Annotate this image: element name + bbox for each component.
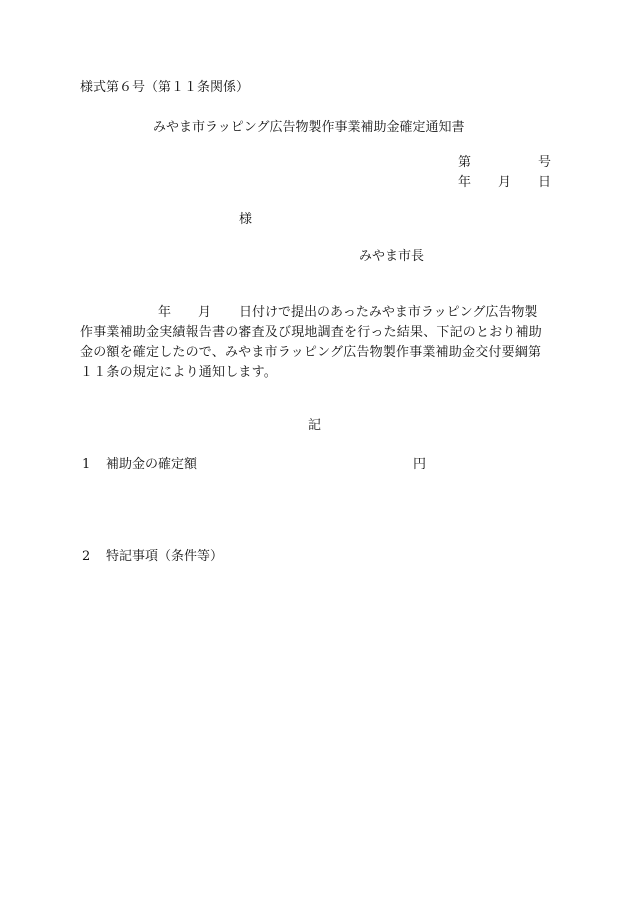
ki-heading: 記 (308, 418, 322, 433)
doc-number-gou: 号 (538, 155, 552, 170)
form-label: 様式第６号（第１１条関係） (80, 80, 250, 95)
body-line1-month: 月 (198, 305, 212, 320)
item-2-label: 特記事項（条件等） (106, 549, 224, 564)
body-line2: 作事業補助金実績報告書の審査及び現地調査を行った結果、下記のとおり補助 (80, 325, 543, 340)
item-1-number: 1 (82, 457, 91, 472)
body-line3: 金の額を確定したので、みやま市ラッピング広告物製作事業補助金交付要綱第 (80, 345, 542, 360)
item-1-label: 補助金の確定額 (106, 457, 198, 472)
body-line1-year: 年 (158, 305, 172, 320)
addressee-suffix: 様 (239, 212, 253, 227)
date-day: 日 (538, 175, 552, 190)
item-1-unit: 円 (413, 457, 427, 472)
issuer-name: みやま市長 (359, 249, 425, 264)
doc-number-dai: 第 (458, 155, 472, 170)
document-title: みやま市ラッピング広告物製作事業補助金確定通知書 (153, 120, 465, 135)
body-line1-rest: 日付けで提出のあったみやま市ラッピング広告物製 (239, 305, 538, 320)
date-year: 年 (458, 175, 472, 190)
body-line4: １１条の規定により通知します。 (80, 365, 277, 380)
item-2-number: 2 (82, 549, 91, 564)
date-month: 月 (498, 175, 512, 190)
